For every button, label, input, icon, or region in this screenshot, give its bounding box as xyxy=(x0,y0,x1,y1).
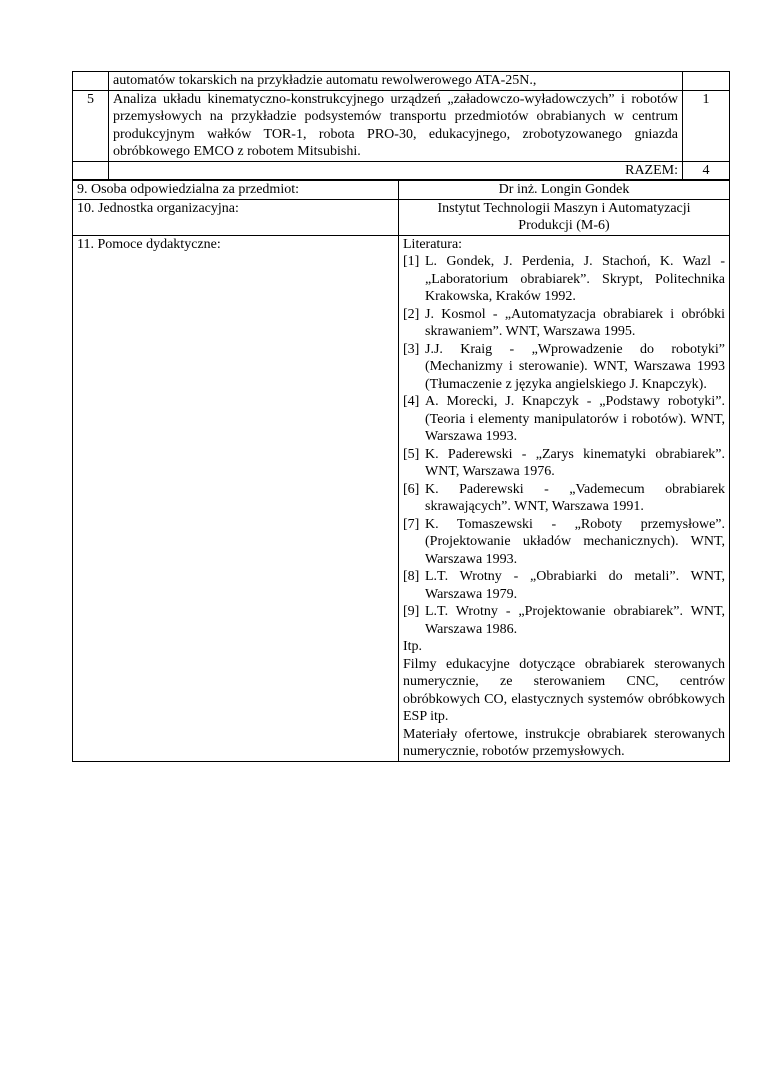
reference-number: [3] xyxy=(403,341,420,357)
reference-item xyxy=(403,516,725,569)
unit-label: 10. Jednostka organizacyjna: xyxy=(73,199,399,235)
reference-text: A. Morecki, J. Knapczyk - „Podstawy robotyki”. (Teoria i elementy manipulatorów i robotów). WNT, Warszawa 1993. xyxy=(425,394,725,444)
hours-cell xyxy=(683,72,730,91)
total-row xyxy=(73,161,730,180)
reference-number: [6] xyxy=(403,481,420,497)
reference-number: [2] xyxy=(403,306,420,322)
films-text: Filmy edukacyjne dotyczące obrabiarek sterowanych numerycznie, ze sterowaniem CNC, centrów obróbkowych CO, elastycznych systemów obróbkowych ESP itp. xyxy=(403,656,725,724)
reference-text: J.J. Kraig - „Wprowadzenie do robotyki” (Mechanizmy i sterowanie). WNT, Warszawa 1993 (Tłumaczenie z języka angielskiego J. Knapczyk). xyxy=(425,341,725,392)
reference-item xyxy=(403,253,725,306)
reference-text: J. Kosmol - „Automatyzacja obrabiarek i obróbki skrawaniem”. WNT, Warszawa 1995. xyxy=(425,306,725,339)
person-label: 9. Osoba odpowiedzialna za przedmiot: xyxy=(73,181,399,200)
hours-cell: 1 xyxy=(683,90,730,161)
reference-text: K. Tomaszewski - „Roboty przemysłowe”. (Projektowanie układów mechanicznych). WNT, Warszawa 1993. xyxy=(425,516,725,567)
topic-text-cell: Analiza układu kinematyczno-konstrukcyjnego urządzeń „załadowczo-wyładowczych” i robotów przemysłowych na przykładzie podsystemów transportu przedmiotów obrabianych w centrum produkcyjnym wałków TOR-1, robota PRO-30, edukacyjnego, zrobotyzowanego gniazda obróbkowego EMCO z robotem Mitsubishi. xyxy=(109,90,683,161)
reference-item xyxy=(403,603,725,638)
topics-table xyxy=(72,71,730,180)
person-value: Dr inż. Longin Gondek xyxy=(399,181,730,200)
row-number-cell xyxy=(73,72,109,91)
table-row xyxy=(73,90,730,161)
materials-text: Materiały ofertowe, instrukcje obrabiarek sterowanych numerycznie, robotów przemysłowych. xyxy=(403,726,725,759)
reference-item xyxy=(403,568,725,603)
reference-item xyxy=(403,446,725,481)
table-row xyxy=(73,199,730,235)
total-label: RAZEM: xyxy=(109,161,683,180)
literature-heading: Literatura: xyxy=(403,236,463,252)
reference-number: [5] xyxy=(403,446,420,462)
reference-item xyxy=(403,393,725,446)
reference-text: L.T. Wrotny - „Obrabiarki do metali”. WNT, Warszawa 1979. xyxy=(425,569,725,602)
aids-label: 11. Pomoce dydaktyczne: xyxy=(73,235,399,761)
reference-number: [4] xyxy=(403,394,420,409)
reference-item xyxy=(403,481,725,516)
literature-cell xyxy=(399,235,730,761)
reference-text: L.T. Wrotny - „Projektowanie obrabiarek”. WNT, Warszawa 1986. xyxy=(425,604,725,637)
row-number-cell: 5 xyxy=(73,90,109,161)
total-value: 4 xyxy=(683,161,730,180)
unit-value xyxy=(399,199,730,235)
reference-number: [1] xyxy=(403,254,420,269)
table-row xyxy=(73,72,730,91)
reference-number: [7] xyxy=(403,516,420,532)
reference-item xyxy=(403,306,725,341)
info-table xyxy=(72,180,730,762)
unit-value-line-2: Produkcji (M-6) xyxy=(518,218,610,233)
reference-text: K. Paderewski - „Vademecum obrabiarek skrawających”. WNT, Warszawa 1991. xyxy=(425,481,725,514)
row-number-cell xyxy=(73,161,109,180)
reference-text: K. Paderewski - „Zarys kinematyki obrabiarek”. WNT, Warszawa 1976. xyxy=(425,446,725,479)
reference-text: L. Gondek, J. Perdenia, J. Stachoń, K. Wazl - „Laboratorium obrabiarek”. Skrypt, Politechnika Krakowska, Kraków 1992. xyxy=(425,254,725,304)
unit-value-line-1: Instytut Technologii Maszyn i Automatyzacji xyxy=(437,200,691,216)
reference-number: [9] xyxy=(403,604,420,619)
topic-text-cell: automatów tokarskich na przykładzie automatu rewolwerowego ATA-25N., xyxy=(109,72,683,91)
etc-text: Itp. xyxy=(403,639,423,654)
reference-number: [8] xyxy=(403,569,420,584)
reference-item xyxy=(403,341,725,394)
table-row xyxy=(73,181,730,200)
table-row xyxy=(73,235,730,761)
